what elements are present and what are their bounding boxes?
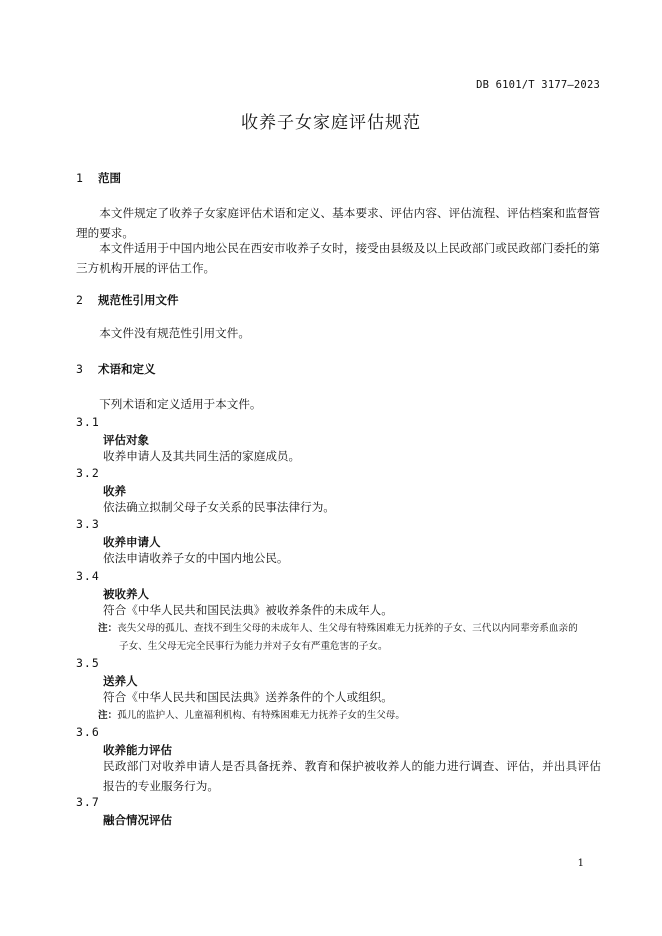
note-label: 注： — [98, 710, 118, 721]
term-definition: 符合《中华人民共和国民法典》被收养条件的未成年人。 — [103, 603, 393, 617]
term-number: 3.6 — [76, 725, 100, 739]
note-text: 孤儿的监护人、儿童福利机构、有特殊困难无力抚养子女的生父母。 — [117, 710, 405, 721]
section-title: 术语和定义 — [98, 362, 156, 376]
standard-number: DB 6101/T 3177—2023 — [476, 79, 600, 91]
term-definition: 收养申请人及其共同生活的家庭成员。 — [103, 449, 301, 463]
term-definition: 民政部门对收养申请人是否具备抚养、教育和保护被收养人的能力进行调查、评估，并出具评估报告的专业服务行为。 — [103, 759, 601, 793]
note-text: 丧失父母的孤儿、查找不到生父母的未成年人、生父母有特殊困难无力抚养的子女、三代以内同辈旁系血亲的 — [117, 623, 578, 634]
section-number: 2 — [76, 293, 83, 307]
paragraph: 本文件没有规范性引用文件。 — [99, 326, 250, 340]
section-number: 1 — [76, 171, 83, 185]
term-number: 3.1 — [76, 415, 100, 429]
term-number: 3.4 — [76, 569, 100, 583]
term-name: 收养 — [103, 484, 126, 498]
section-title: 范围 — [98, 171, 121, 185]
term-note — [98, 620, 600, 656]
note-text-continued: 子女、生父母无完全民事行为能力并对子女有严重危害的子女。 — [119, 641, 388, 652]
term-name: 被收养人 — [103, 587, 149, 601]
term-name: 送养人 — [103, 674, 138, 688]
note-label: 注： — [98, 623, 118, 634]
term-name: 收养能力评估 — [103, 743, 172, 757]
section-heading — [76, 361, 156, 377]
term-name: 收养申请人 — [103, 535, 161, 549]
section-heading — [76, 170, 121, 186]
term-note — [98, 707, 600, 725]
term-number: 3.5 — [76, 656, 100, 670]
document-title: 收养子女家庭评估规范 — [241, 113, 421, 133]
section-heading — [76, 292, 179, 308]
term-definition: 依法申请收养子女的中国内地公民。 — [103, 551, 289, 565]
term-definition: 符合《中华人民共和国民法典》送养条件的个人或组织。 — [103, 690, 393, 704]
section-title: 规范性引用文件 — [98, 293, 179, 307]
term-number: 3.7 — [76, 795, 100, 809]
paragraph: 本文件规定了收养子女家庭评估术语和定义、基本要求、评估内容、评估流程、评估档案和监督管理的要求。 — [76, 206, 600, 240]
term-number: 3.2 — [76, 466, 100, 480]
paragraph: 下列术语和定义适用于本文件。 — [99, 397, 262, 411]
section-number: 3 — [76, 362, 83, 376]
paragraph: 本文件适用于中国内地公民在西安市收养子女时，接受由县级及以上民政部门或民政部门委托的第三方机构开展的评估工作。 — [76, 241, 600, 275]
page-number: 1 — [577, 858, 584, 869]
term-definition: 依法确立拟制父母子女关系的民事法律行为。 — [103, 500, 335, 514]
term-name: 评估对象 — [103, 433, 149, 447]
term-name: 融合情况评估 — [103, 813, 172, 827]
term-number: 3.3 — [76, 517, 100, 531]
